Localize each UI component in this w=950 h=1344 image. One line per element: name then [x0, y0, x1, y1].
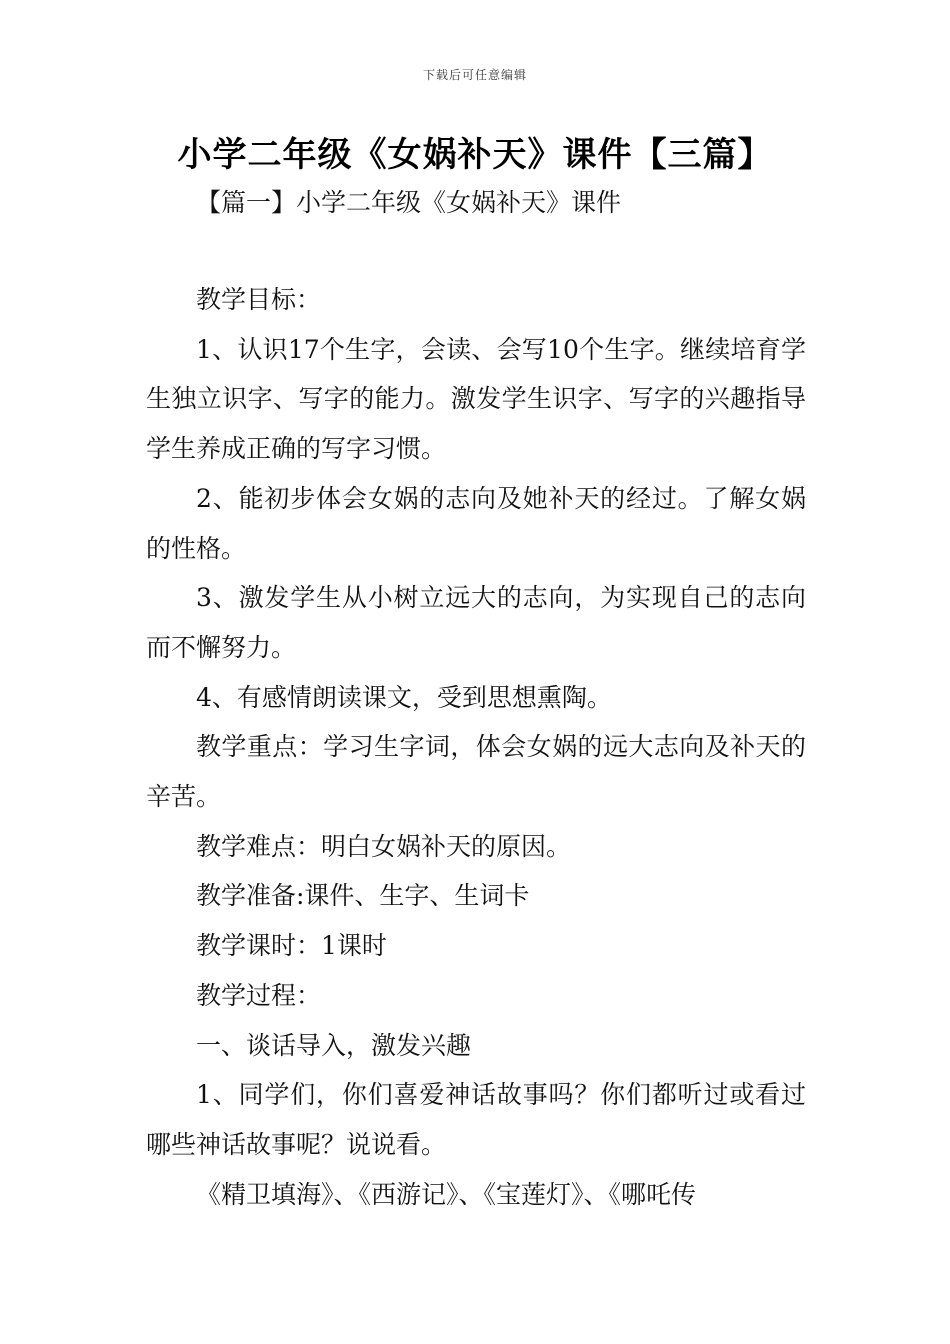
section-heading: 【篇一】小学二年级《女娲补天》课件: [196, 188, 622, 217]
paragraph-objective-2: 2、能初步体会女娲的志向及她补天的经过。了解女娲的性格。: [146, 483, 806, 563]
paragraph-objective-3: 3、激发学生从小树立远大的志向，为实现自己的志向而不懈努力。: [146, 583, 806, 662]
paragraph-process-heading: 教学过程：: [196, 980, 322, 1010]
paragraph-step-1-heading: 一、谈话导入，激发兴趣: [196, 1030, 472, 1060]
paragraph-difficulties: 教学难点：明白女娲补天的原因。: [196, 831, 572, 861]
document-title: 小学二年级《女娲补天》课件【三篇】: [177, 135, 773, 175]
paragraph-class-hours: 教学课时：1课时: [196, 931, 387, 961]
paragraph-objective-1: 1、认识17个生字，会读、会写10个生字。继续培育学生独立识字、写字的能力。激发学生识字、写字的兴趣指导学生养成正确的写字习惯。: [146, 334, 806, 464]
paragraph-objectives-heading: 教学目标：: [196, 285, 322, 314]
paragraph-step-1-question: 1、同学们，你们喜爱神话故事吗？你们都听过或看过哪些神话故事呢？说说看。: [146, 1080, 806, 1159]
header-note: 下载后可任意编辑: [422, 68, 527, 82]
paragraph-key-points: 教学重点：学习生字词，体会女娲的远大志向及补天的辛苦。: [146, 732, 806, 812]
paragraph-objective-4: 4、有感情朗读课文，受到思想熏陶。: [196, 682, 612, 712]
paragraph-story-list: 《精卫填海》、《西游记》、《宝莲灯》、《哪吒传: [196, 1179, 697, 1209]
paragraph-preparation: 教学准备:课件、生字、生词卡: [196, 881, 530, 911]
document-body: [146, 275, 806, 1219]
